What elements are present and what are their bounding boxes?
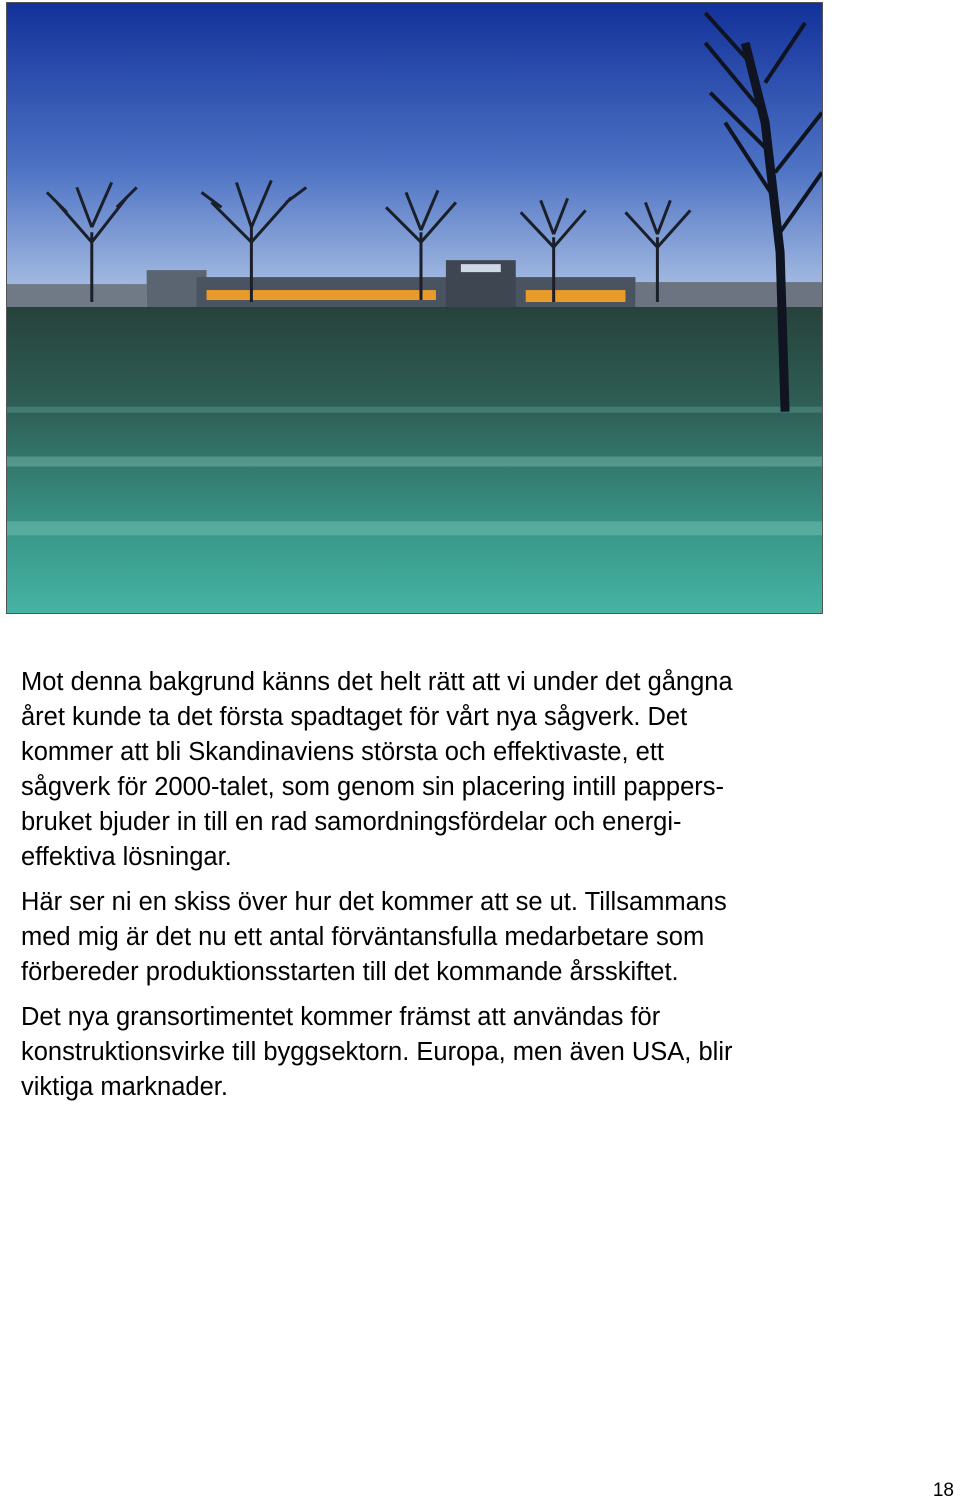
paragraph: Det nya gransortimentet kommer främst att användas för konstruktionsvirke till byggsektorn. Europa, men även USA, blir viktiga marknader. xyxy=(21,1003,733,1101)
building-logo xyxy=(461,264,501,272)
sawmill-sketch-image xyxy=(7,3,822,613)
page-number: 18 xyxy=(932,1480,954,1501)
sky xyxy=(7,3,822,302)
paragraph: Här ser ni en skiss över hur det kommer att se ut. Tillsammans med mig är det nu ett antal förväntansfulla medarbetare som förbereder produktionsstarten till det kommande årsskiftet. xyxy=(21,888,727,986)
body-text xyxy=(21,665,851,1115)
paragraph: Mot denna bakgrund känns det helt rätt att vi under det gångna året kunde ta det första spadtaget för vårt nya sågverk. Det kommer att bli Skandinaviens största och effektivaste, ett sågverk för 2000-talet, som genom sin placering intill pappers- bruket bjuder in till en rad samordningsfördelar och energi- effektiva lösningar. xyxy=(21,668,733,871)
sawmill-illustration xyxy=(6,2,823,614)
